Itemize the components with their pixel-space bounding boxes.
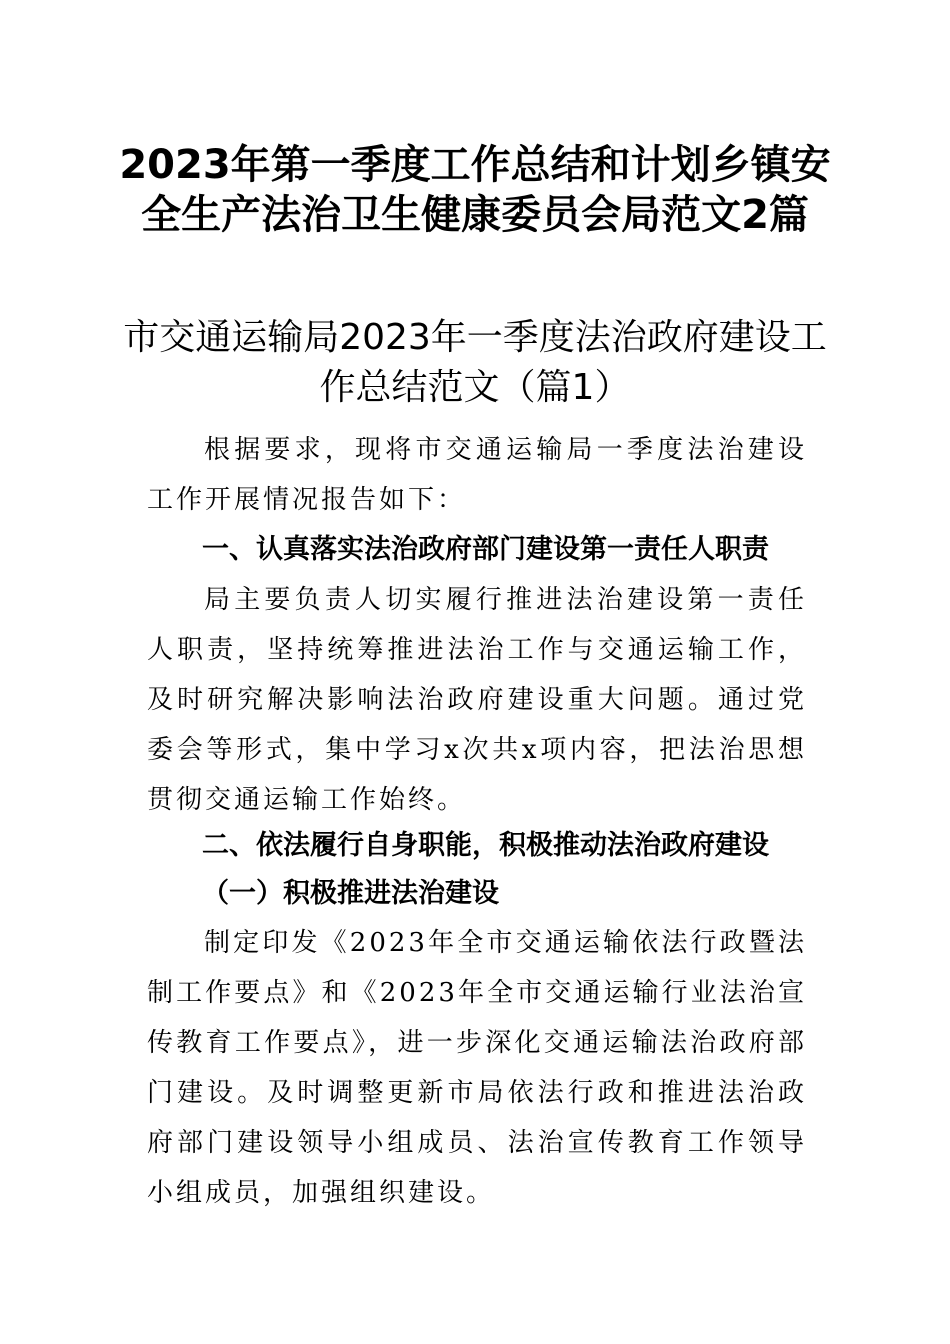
section2-paragraph: 制定印发《2023年全市交通运输依法行政暨法制工作要点》和《2023年全市交通运输行业法治宣传教育工作要点》，进一步深化交通运输法治政府部门建设。及时调整更新市局依法行政和推进法治政府部门建设领导小组成员、法治宣传教育工作领导小组成员，加强组织建设。 xyxy=(147,928,807,1208)
main-title: 2023年第一季度工作总结和计划乡镇安全生产法治卫生健康委员会局范文2篇 xyxy=(119,142,831,238)
intro-paragraph: 根据要求，现将市交通运输局一季度法治建设工作开展情况报告如下： xyxy=(147,435,807,515)
section1-heading: 一、认真落实法治政府部门建设第一责任人职责 xyxy=(202,534,769,565)
section1-paragraph: 局主要负责人切实履行推进法治建设第一责任人职责，坚持统筹推进法治工作与交通运输工作，及时研究解决影响法治政府建设重大问题。通过党委会等形式，集中学习x次共x项内容，把法治思想贯彻交通运输工作始终。 xyxy=(147,585,807,815)
section2-subheading: （一）积极推进法治建设 xyxy=(202,878,499,909)
section2-heading: 二、依法履行自身职能，积极推动法治政府建设 xyxy=(202,830,769,861)
sub-title: 市交通运输局2023年一季度法治政府建设工作总结范文（篇1） xyxy=(123,317,827,408)
